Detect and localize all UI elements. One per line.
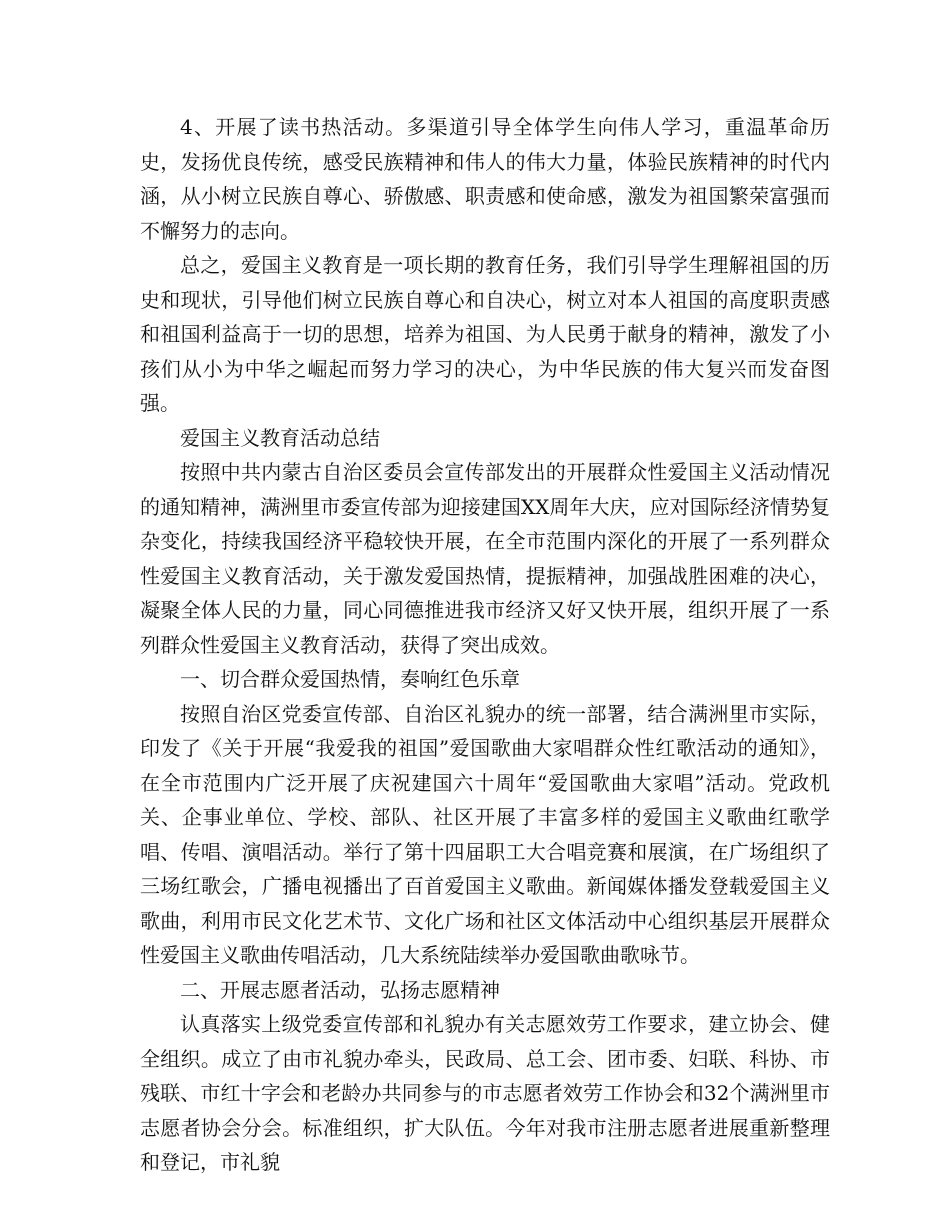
document-body [140, 110, 830, 1180]
paragraph-intro: 按照中共内蒙古自治区委员会宣传部发出的开展群众性爱国主义活动情况的通知精神，满洲里市委宣传部为迎接建国XX周年大庆，应对国际经济情势复杂变化，持续我国经济平稳较快开展，在全市范围内深化的开展了一系列群众性爱国主义教育活动，关于激发爱国热情，提振精神，加强战胜困难的决心，凝聚全体人民的力量，同心同德推进我市经济又好又快开展，组织开展了一系列群众性爱国主义教育活动，获得了突出成效。 [140, 460, 830, 657]
heading-section-one: 一、切合群众爱国热情，奏响红色乐章 [180, 667, 520, 691]
paragraph-section-one: 按照自治区党委宣传部、自治区礼貌办的统一部署，结合满洲里市实际，印发了《关于开展“我爱我的祖国”爱国歌曲大家唱群众性红歌活动的通知》，在全市范围内广泛开展了庆祝建国六十周年“爱国歌曲大家唱”活动。党政机关、企事业单位、学校、部队、社区开展了丰富多样的爱国主义歌曲红歌学唱、传唱、演唱活动。举行了第十四届职工大合唱竞赛和展演，在广场组织了三场红歌会，广播电视播出了百首爱国主义歌曲。新闻媒体播发登载爱国主义歌曲，利用市民文化艺术节、文化广场和社区文体活动中心组织基层开展群众性爱国主义歌曲传唱活动，几大系统陆续举办爱国歌曲歌咏节。 [140, 701, 830, 967]
heading-section-two: 二、开展志愿者活动，弘扬志愿精神 [180, 977, 500, 1002]
paragraph-section-two: 认真落实上级党委宣传部和礼貌办有关志愿效劳工作要求，建立协会、健全组织。成立了由市礼貌办牵头，民政局、总工会、团市委、妇联、科协、市残联、市红十字会和老龄办共同参与的市志愿者效劳工作协会和32个满洲里市志愿者协会分会。标准组织，扩大队伍。今年对我市注册志愿者进展重新整理和登记，市礼貌 [140, 1012, 830, 1174]
section-title-summary: 爱国主义教育活动总结 [180, 425, 380, 450]
paragraph-conclusion: 总之，爱国主义教育是一项长期的教育任务，我们引导学生理解祖国的历史和现状，引导他们树立民族自尊心和自决心，树立对本人祖国的高度职责感和祖国利益高于一切的思想，培养为祖国、为人民勇于献身的精神，激发了小孩们从小为中华之崛起而努力学习的决心，为中华民族的伟大复兴而发奋图强。 [140, 253, 830, 415]
paragraph-reading-activity: 4、开展了读书热活动。多渠道引导全体学生向伟人学习，重温革命历史，发扬优良传统，感受民族精神和伟人的伟大力量，体验民族精神的时代内涵，从小树立民族自尊心、骄傲感、职责感和使命感，激发为祖国繁荣富强而不懈努力的志向。 [140, 115, 830, 243]
